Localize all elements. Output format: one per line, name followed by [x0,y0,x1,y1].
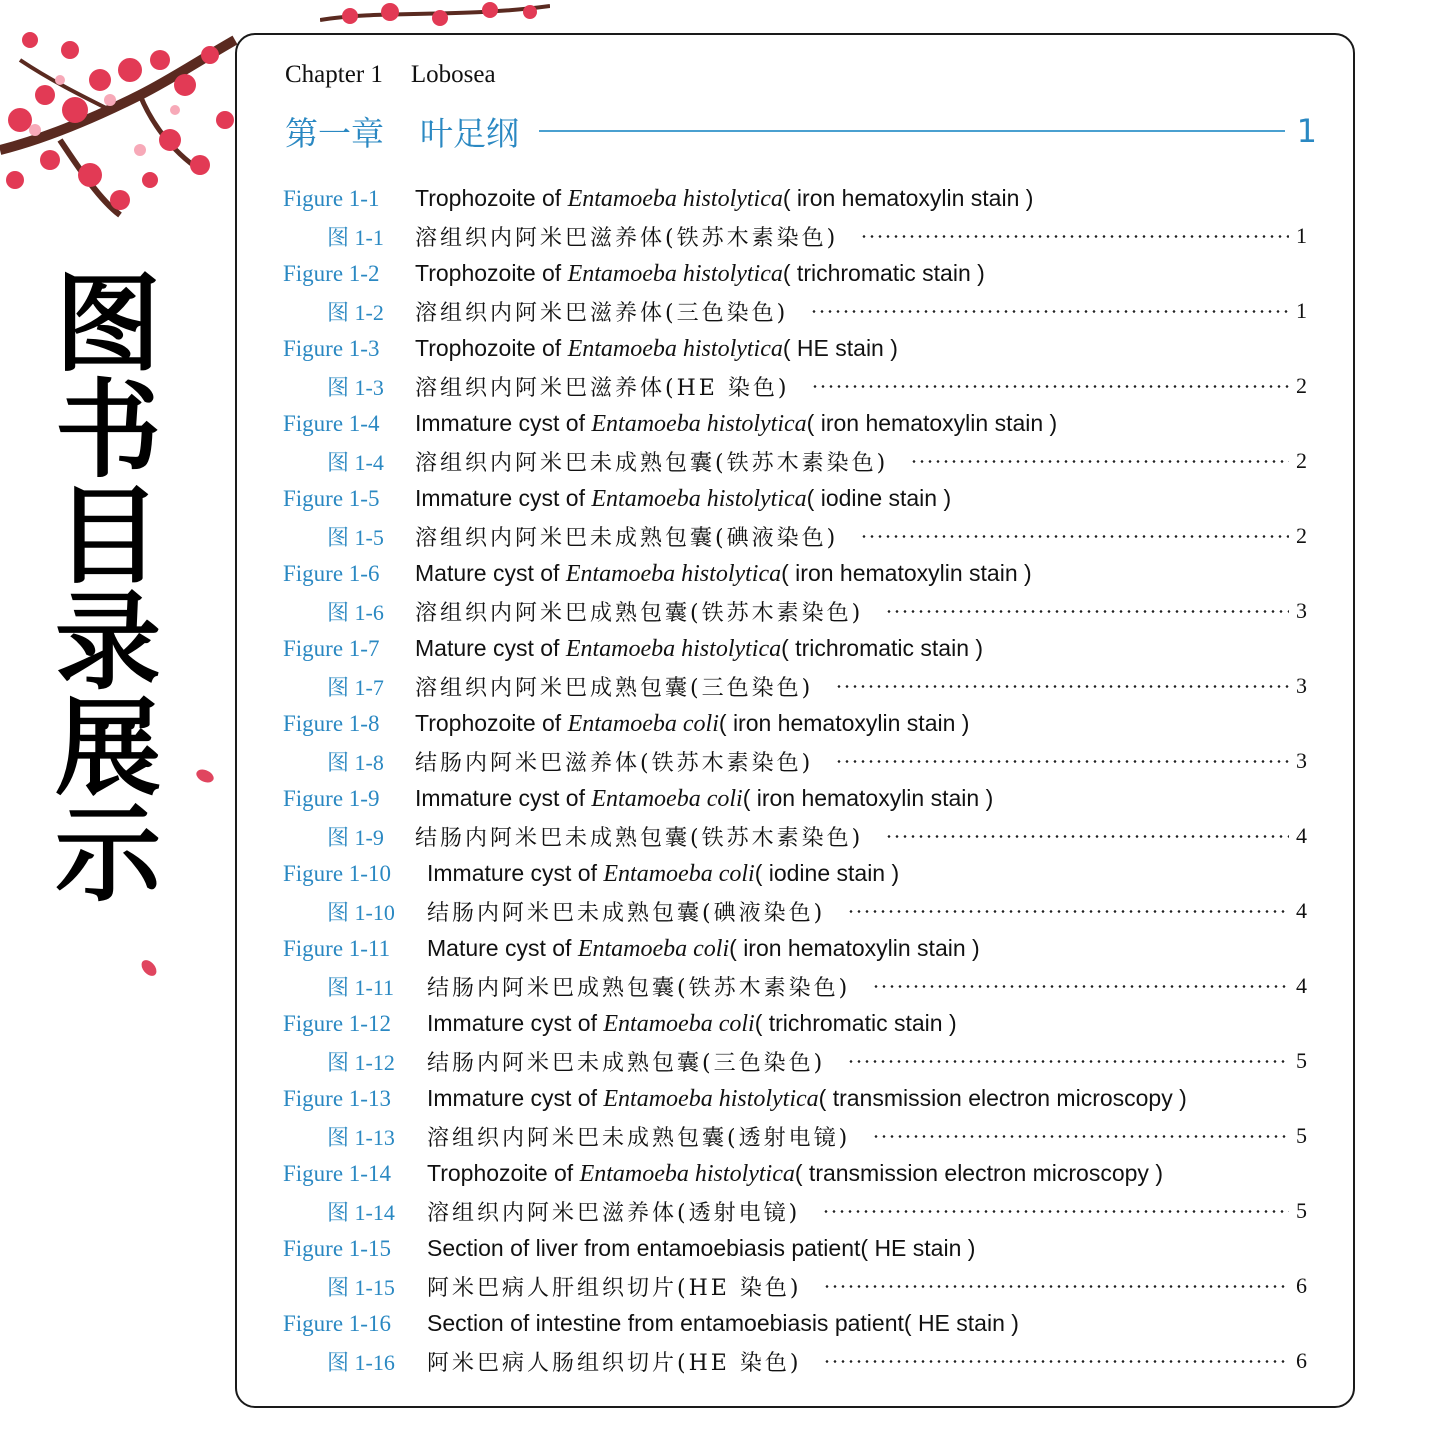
species-name: Entamoeba coli [603,860,755,887]
figure-title-prefix: Immature cyst of [427,1084,604,1111]
toc-entry-en [283,1080,1307,1118]
figure-title-prefix: Trophozoite of [415,259,568,286]
figure-title-prefix: Trophozoite of [427,1159,580,1186]
stain-method: ( iron hematoxylin stain ) [806,409,1058,436]
side-title-char: 目 [55,475,161,598]
dot-leader [885,834,1289,838]
toc-entry-en [283,1230,1307,1268]
dot-leader [860,534,1289,538]
side-title-char: 图 [55,263,161,386]
toc-entry[interactable] [283,705,1307,780]
page-number: 4 [1296,823,1307,849]
figure-title-en [427,1310,1019,1338]
page-number: 4 [1296,973,1307,999]
page-number: 2 [1296,373,1307,399]
figure-title-cn: 溶组织内阿米巴未成熟包囊(碘液染色) [415,525,839,551]
toc-entry-en [283,405,1307,443]
figure-title-prefix: Trophozoite of [415,184,568,211]
dot-leader [872,1134,1289,1138]
toc-entry-cn [283,1043,1307,1081]
stain-method: ( iron hematoxylin stain ) [729,934,980,961]
chapter-heading-cn [285,109,1317,153]
figure-title-prefix: Immature cyst of [415,484,592,511]
dot-leader [810,309,1289,313]
stain-method: ( HE stain ) [903,1309,1019,1336]
toc-entry[interactable] [283,555,1307,630]
figure-number-cn: 图 1-12 [327,1049,395,1075]
species-name: Entamoeba histolytica [565,635,782,662]
page-number: 2 [1296,523,1307,549]
figure-title-prefix: Section of intestine from entamoebiasis patient [427,1309,904,1336]
figure-title-cn: 溶组织内阿米巴滋养体(透射电镜) [427,1200,801,1226]
figure-title-cn: 溶组织内阿米巴滋养体(三色染色) [415,300,789,326]
toc-entry[interactable] [283,180,1307,255]
page-number: 1 [1296,298,1307,324]
page-number: 6 [1296,1348,1307,1374]
figure-title-cn: 结肠内阿米巴滋养体(铁苏木素染色) [415,750,814,776]
figure-title-prefix: Immature cyst of [415,409,592,436]
species-name: Entamoeba histolytica [567,335,783,362]
species-name: Entamoeba histolytica [591,485,807,512]
figure-title-en [427,935,980,963]
toc-entry-cn [283,593,1307,631]
toc-entry-en [283,705,1307,743]
side-title-char: 书 [55,369,161,492]
chapter-name-cn: 叶足纲 [420,113,519,153]
chapter-page-number: 1 [1296,112,1317,150]
figure-number-en: Figure 1-8 [283,710,380,736]
figure-title-prefix: Mature cyst of [415,634,566,661]
figure-title-en [415,260,985,288]
figure-number-en: Figure 1-9 [283,785,380,811]
stain-method: ( iodine stain ) [806,484,952,511]
figure-number-en: Figure 1-3 [283,335,380,361]
figure-number-en: Figure 1-12 [283,1010,391,1036]
figure-title-en [427,1010,957,1038]
side-title-char: 展 [55,687,161,810]
toc-entry-cn [283,368,1307,406]
figure-title-cn: 溶组织内阿米巴未成熟包囊(铁苏木素染色) [415,450,889,476]
figure-number-en: Figure 1-14 [283,1160,391,1186]
toc-entry[interactable] [283,405,1307,480]
stain-method: ( iron hematoxylin stain ) [742,784,994,811]
side-title-char: 示 [55,793,161,916]
stain-method: ( trichromatic stain ) [754,1009,957,1036]
figure-title-en [427,1235,975,1263]
figure-title-cn: 溶组织内阿米巴未成熟包囊(透射电镜) [427,1125,851,1151]
stain-method: ( transmission electron microscopy ) [794,1159,1163,1186]
page-number: 3 [1296,748,1307,774]
stain-method: ( trichromatic stain ) [782,259,985,286]
toc-entry-cn [283,1118,1307,1156]
figure-title-prefix: Trophozoite of [415,334,568,361]
toc-entry[interactable] [283,1155,1307,1230]
petal-decoration [194,766,216,786]
figure-title-en [427,860,899,888]
figure-number-cn: 图 1-5 [327,524,384,550]
toc-page-card [235,33,1355,1408]
figure-number-cn: 图 1-6 [327,599,384,625]
toc-entry-cn [283,218,1307,256]
figure-title-en [415,785,993,813]
figure-number-en: Figure 1-5 [283,485,380,511]
toc-entry-cn [283,818,1307,856]
dot-leader [910,459,1289,463]
dot-leader [811,384,1289,388]
figure-title-en [415,710,969,738]
figure-number-en: Figure 1-7 [283,635,380,661]
toc-entry[interactable] [283,630,1307,705]
figure-title-cn: 结肠内阿米巴未成熟包囊(铁苏木素染色) [415,825,864,851]
toc-entry[interactable] [283,930,1307,1005]
figure-title-cn: 结肠内阿米巴未成熟包囊(三色染色) [427,1050,826,1076]
figure-title-en [427,1085,1187,1113]
figure-number-en: Figure 1-15 [283,1235,391,1261]
toc-entry-cn [283,968,1307,1006]
figure-title-cn: 阿米巴病人肠组织切片(HE 染色) [427,1350,802,1376]
toc-entry[interactable] [283,480,1307,555]
side-title [48,263,168,916]
toc-entry-en [283,480,1307,518]
page-number: 5 [1296,1048,1307,1074]
chapter-label-cn: 第一章 [285,113,384,153]
toc-entry-cn [283,1268,1307,1306]
toc-entry-en [283,1005,1307,1043]
species-name: Entamoeba coli [603,1010,755,1037]
stain-method: ( HE stain ) [860,1234,976,1261]
toc-entry-en [283,1155,1307,1193]
figure-title-prefix: Immature cyst of [427,1009,604,1036]
figure-title-prefix: Immature cyst of [427,859,604,886]
figure-title-prefix: Immature cyst of [415,784,592,811]
figure-number-cn: 图 1-15 [327,1274,395,1300]
species-name: Entamoeba histolytica [567,260,783,287]
species-name: Entamoeba coli [591,785,743,812]
figure-title-en [415,485,951,513]
figure-number-en: Figure 1-16 [283,1310,391,1336]
chapter-label-en: Chapter 1 [285,61,383,88]
figure-number-cn: 图 1-8 [327,749,384,775]
page-number: 2 [1296,448,1307,474]
page-number: 3 [1296,598,1307,624]
toc-entry-cn [283,1343,1307,1381]
stain-method: ( trichromatic stain ) [781,634,984,661]
figure-title-cn: 结肠内阿米巴成熟包囊(铁苏木素染色) [427,975,851,1001]
toc-entry[interactable] [283,1305,1307,1380]
toc-entry-cn [283,743,1307,781]
figure-title-cn: 阿米巴病人肝组织切片(HE 染色) [427,1275,802,1301]
toc-entry-cn [283,443,1307,481]
species-name: Entamoeba coli [567,710,719,737]
toc-entry-en [283,630,1307,668]
toc-entry[interactable] [283,1005,1307,1080]
figure-number-en: Figure 1-6 [283,560,380,586]
figure-title-cn: 溶组织内阿米巴滋养体(HE 染色) [415,375,790,401]
toc-entry-en [283,555,1307,593]
stain-method: ( iron hematoxylin stain ) [781,559,1032,586]
toc-entry-cn [283,518,1307,556]
stain-method: ( iron hematoxylin stain ) [718,709,970,736]
toc-entry[interactable] [283,255,1307,330]
toc-entry[interactable] [283,1080,1307,1155]
figure-number-cn: 图 1-13 [327,1124,395,1150]
chapter-heading-en [285,61,496,89]
figure-title-en [415,635,983,663]
figure-number-cn: 图 1-11 [327,974,395,1000]
dot-leader [823,1284,1289,1288]
dot-leader [823,1359,1289,1363]
stain-method: ( transmission electron microscopy ) [818,1084,1187,1111]
toc-entry[interactable] [283,855,1307,930]
toc-entry-en [283,330,1307,368]
toc-entry-cn [283,293,1307,331]
figure-number-cn: 图 1-7 [327,674,384,700]
toc-entry-en [283,255,1307,293]
stain-method: ( HE stain ) [782,334,898,361]
figure-number-cn: 图 1-3 [327,374,384,400]
figure-number-cn: 图 1-14 [327,1199,395,1225]
figure-number-en: Figure 1-1 [283,185,380,211]
toc-entry[interactable] [283,780,1307,855]
side-title-char: 录 [55,581,161,704]
figure-number-en: Figure 1-4 [283,410,380,436]
toc-entry[interactable] [283,330,1307,405]
figure-title-en [415,335,898,363]
species-name: Entamoeba histolytica [565,560,782,587]
figure-title-en [415,410,1057,438]
figure-number-cn: 图 1-2 [327,299,384,325]
page-number: 1 [1296,223,1307,249]
figure-number-en: Figure 1-13 [283,1085,391,1111]
figure-title-en [415,560,1032,588]
page-number: 5 [1296,1123,1307,1149]
dot-leader [822,1209,1289,1213]
figure-number-cn: 图 1-9 [327,824,384,850]
dot-leader [872,984,1289,988]
toc-entry-cn [283,1193,1307,1231]
figure-title-cn: 溶组织内阿米巴成熟包囊(铁苏木素染色) [415,600,864,626]
figure-title-en [427,1160,1163,1188]
page-number: 6 [1296,1273,1307,1299]
figure-number-en: Figure 1-10 [283,860,391,886]
figure-title-cn: 溶组织内阿米巴成熟包囊(三色染色) [415,675,814,701]
plum-blossom-top-decoration [320,0,550,32]
dot-leader [835,759,1289,763]
figure-title-prefix: Trophozoite of [415,709,568,736]
petal-decoration [139,957,158,979]
dot-leader [847,1059,1289,1063]
page-number: 5 [1296,1198,1307,1224]
figure-number-cn: 图 1-16 [327,1349,395,1375]
chapter-rule [539,130,1285,132]
figure-number-cn: 图 1-4 [327,449,384,475]
toc-entry-en [283,930,1307,968]
figure-title-prefix: Section of liver from entamoebiasis patient [427,1234,861,1261]
dot-leader [847,909,1289,913]
dot-leader [835,684,1289,688]
species-name: Entamoeba histolytica [603,1085,819,1112]
stain-method: ( iodine stain ) [754,859,900,886]
figure-number-cn: 图 1-1 [327,224,384,250]
toc-entry-cn [283,893,1307,931]
page-number: 3 [1296,673,1307,699]
figure-title-cn: 结肠内阿米巴未成熟包囊(碘液染色) [427,900,826,926]
toc-entry-cn [283,668,1307,706]
species-name: Entamoeba histolytica [579,1160,795,1187]
toc-list [283,180,1307,1380]
figure-title-cn: 溶组织内阿米巴滋养体(铁苏木素染色) [415,225,839,251]
chapter-name-en: Lobosea [410,61,496,88]
figure-title-prefix: Mature cyst of [427,934,578,961]
species-name: Entamoeba coli [577,935,730,962]
toc-entry[interactable] [283,1230,1307,1305]
dot-leader [885,609,1289,613]
dot-leader [860,234,1289,238]
page-number: 4 [1296,898,1307,924]
species-name: Entamoeba histolytica [567,185,783,212]
stain-method: ( iron hematoxylin stain ) [782,184,1034,211]
figure-number-en: Figure 1-2 [283,260,380,286]
species-name: Entamoeba histolytica [591,410,807,437]
figure-number-cn: 图 1-10 [327,899,395,925]
toc-entry-en [283,855,1307,893]
toc-entry-en [283,780,1307,818]
toc-entry-en [283,180,1307,218]
toc-entry-en [283,1305,1307,1343]
figure-title-prefix: Mature cyst of [415,559,566,586]
figure-number-en: Figure 1-11 [283,935,391,961]
figure-title-en [415,185,1033,213]
